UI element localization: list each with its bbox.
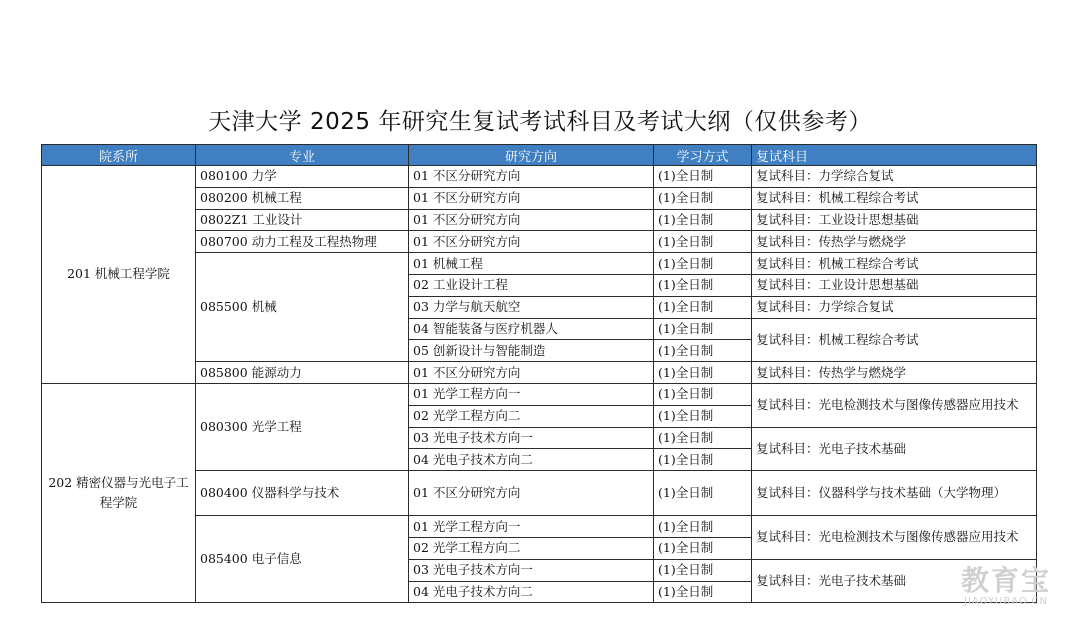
mode-cell: (1)全日制 xyxy=(654,253,752,275)
mode-cell: (1)全日制 xyxy=(654,449,752,471)
direction-cell: 01 光学工程方向一 xyxy=(409,383,654,405)
direction-cell: 01 不区分研究方向 xyxy=(409,166,654,188)
direction-cell: 01 不区分研究方向 xyxy=(409,209,654,231)
watermark-logo xyxy=(946,566,1066,607)
table-row xyxy=(42,383,1037,405)
mode-cell: (1)全日制 xyxy=(654,383,752,405)
major-cell: 080400 仪器科学与技术 xyxy=(196,471,409,516)
subject-cell: 复试科目：光电子技术基础 xyxy=(752,559,1037,603)
mode-cell: (1)全日制 xyxy=(654,471,752,516)
header-mode: 学习方式 xyxy=(654,145,752,166)
direction-cell: 01 光学工程方向一 xyxy=(409,516,654,538)
major-cell: 085400 电子信息 xyxy=(196,516,409,603)
college-cell: 202 精密仪器与光电子工程学院 xyxy=(42,383,196,602)
subject-cell: 复试科目：传热学与燃烧学 xyxy=(752,362,1037,384)
header-major: 专业 xyxy=(196,145,409,166)
watermark-url: JIAOYUBAO.CN xyxy=(964,596,1048,607)
direction-cell: 02 光学工程方向二 xyxy=(409,405,654,427)
mode-cell: (1)全日制 xyxy=(654,209,752,231)
subject-cell: 复试科目：机械工程综合考试 xyxy=(752,253,1037,275)
page-title: 天津大学 2025 年研究生复试考试科目及考试大纲（仅供参考） xyxy=(208,109,872,135)
watermark-text: 教育宝 xyxy=(960,564,1051,597)
subject-cell: 复试科目：机械工程综合考试 xyxy=(752,187,1037,209)
mode-cell: (1)全日制 xyxy=(654,559,752,581)
subject-cell: 复试科目：机械工程综合考试 xyxy=(752,318,1037,362)
direction-cell: 02 光学工程方向二 xyxy=(409,537,654,559)
table-header-row xyxy=(42,145,1037,166)
college-cell: 201 机械工程学院 xyxy=(42,166,196,384)
table-row xyxy=(42,166,1037,188)
direction-cell: 04 智能装备与医疗机器人 xyxy=(409,318,654,340)
major-cell: 080300 光学工程 xyxy=(196,383,409,470)
subject-cell: 复试科目：工业设计思想基础 xyxy=(752,209,1037,231)
mode-cell: (1)全日制 xyxy=(654,516,752,538)
header-direction: 研究方向 xyxy=(409,145,654,166)
direction-cell: 01 不区分研究方向 xyxy=(409,187,654,209)
mode-cell: (1)全日制 xyxy=(654,166,752,188)
mode-cell: (1)全日制 xyxy=(654,274,752,296)
header-subject: 复试科目 xyxy=(752,145,1037,166)
mode-cell: (1)全日制 xyxy=(654,318,752,340)
major-cell: 080200 机械工程 xyxy=(196,187,409,209)
direction-cell: 04 光电子技术方向二 xyxy=(409,449,654,471)
mode-cell: (1)全日制 xyxy=(654,231,752,253)
subject-cell: 复试科目：光电检测技术与图像传感器应用技术 xyxy=(752,516,1037,560)
subject-cell: 复试科目：仪器科学与技术基础（大学物理） xyxy=(752,471,1037,516)
direction-cell: 03 光电子技术方向一 xyxy=(409,559,654,581)
subject-cell: 复试科目：光电子技术基础 xyxy=(752,427,1037,471)
direction-cell: 01 不区分研究方向 xyxy=(409,471,654,516)
major-cell: 080700 动力工程及工程热物理 xyxy=(196,231,409,253)
subject-cell: 复试科目：力学综合复试 xyxy=(752,296,1037,318)
subject-cell: 复试科目：工业设计思想基础 xyxy=(752,274,1037,296)
mode-cell: (1)全日制 xyxy=(654,340,752,362)
direction-cell: 02 工业设计工程 xyxy=(409,274,654,296)
direction-cell: 05 创新设计与智能制造 xyxy=(409,340,654,362)
mode-cell: (1)全日制 xyxy=(654,581,752,603)
exam-subjects-table xyxy=(41,144,1037,603)
mode-cell: (1)全日制 xyxy=(654,296,752,318)
mode-cell: (1)全日制 xyxy=(654,362,752,384)
mode-cell: (1)全日制 xyxy=(654,427,752,449)
mode-cell: (1)全日制 xyxy=(654,187,752,209)
mode-cell: (1)全日制 xyxy=(654,537,752,559)
major-cell: 0802Z1 工业设计 xyxy=(196,209,409,231)
direction-cell: 03 力学与航天航空 xyxy=(409,296,654,318)
direction-cell: 03 光电子技术方向一 xyxy=(409,427,654,449)
subject-cell: 复试科目：传热学与燃烧学 xyxy=(752,231,1037,253)
direction-cell: 01 不区分研究方向 xyxy=(409,231,654,253)
direction-cell: 01 机械工程 xyxy=(409,253,654,275)
mode-cell: (1)全日制 xyxy=(654,405,752,427)
direction-cell: 01 不区分研究方向 xyxy=(409,362,654,384)
major-cell: 080100 力学 xyxy=(196,166,409,188)
subject-cell: 复试科目：力学综合复试 xyxy=(752,166,1037,188)
subject-cell: 复试科目：光电检测技术与图像传感器应用技术 xyxy=(752,383,1037,427)
direction-cell: 04 光电子技术方向二 xyxy=(409,581,654,603)
header-college: 院系所 xyxy=(42,145,196,166)
major-cell: 085500 机械 xyxy=(196,253,409,362)
major-cell: 085800 能源动力 xyxy=(196,362,409,384)
